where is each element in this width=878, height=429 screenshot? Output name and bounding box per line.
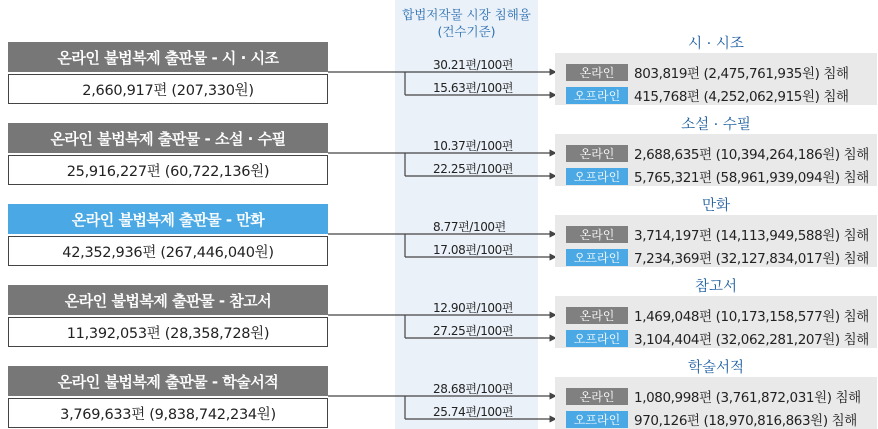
rate-online: 8.77편/100편 [433,220,506,234]
tag-online: 온라인 [566,226,628,243]
rate-offline: 15.63편/100편 [433,81,514,95]
tag-offline: 오프라인 [566,330,628,347]
detail-row-offline [566,329,869,347]
detail-row-offline [566,248,869,266]
category-total: 3,769,633편 (9,838,742,234원) [8,398,328,428]
tag-online: 온라인 [566,388,628,405]
rate-offline: 25.74편/100편 [433,405,514,419]
rate-header-subtitle: (건수기준) [437,24,496,39]
category-header: 온라인 불법복제 출판물 - 만화 [8,204,328,234]
detail-online: 1,469,048편 (10,173,158,577원) 침해 [634,309,869,325]
detail-row-online [566,387,861,405]
tag-offline: 오프라인 [566,249,628,266]
detail-offline: 970,126편 (18,970,816,863원) 침해 [634,413,857,429]
rate-online: 12.90편/100편 [433,301,514,315]
tag-online: 온라인 [566,145,628,162]
detail-offline: 7,234,369편 (32,127,834,017원) 침해 [634,251,869,267]
category-total: 11,392,053편 (28,358,728원) [8,317,328,347]
tag-online: 온라인 [566,64,628,81]
rate-offline: 22.25편/100편 [433,162,514,176]
rate-offline: 17.08편/100편 [433,243,514,257]
detail-row-offline [566,167,869,185]
detail-online: 803,819편 (2,475,761,935원) 침해 [634,66,849,82]
category-header: 온라인 불법복제 출판물 - 시 · 시조 [8,42,328,72]
detail-row-online [566,144,869,162]
detail-online: 2,688,635편 (10,394,264,186원) 침해 [634,147,869,163]
panel-title: 학술서적 [687,360,745,376]
detail-row-online [566,225,869,243]
category-header: 온라인 불법복제 출판물 - 소설 · 수필 [8,123,328,153]
rate-header-title: 합법저작물 시장 침해율 [402,7,531,22]
category-header: 온라인 불법복제 출판물 - 학술서적 [8,366,328,396]
category-total: 2,660,917편 (207,330원) [8,74,328,104]
detail-offline: 415,768편 (4,252,062,915원) 침해 [634,89,849,105]
rate-online: 30.21편/100편 [433,58,514,72]
detail-row-online [566,306,869,324]
tag-offline: 오프라인 [566,87,628,104]
tag-offline: 오프라인 [566,411,628,428]
detail-row-offline [566,410,857,428]
category-total: 42,352,936편 (267,446,040원) [8,236,328,266]
tag-online: 온라인 [566,307,628,324]
detail-row-offline [566,86,849,104]
detail-row-online [566,63,849,81]
detail-online: 3,714,197편 (14,113,949,588원) 침해 [634,228,869,244]
panel-title: 소설 · 수필 [681,117,751,133]
panel-title: 만화 [701,198,730,214]
panel-title: 시 · 시조 [688,36,744,52]
rate-online: 10.37편/100편 [433,139,514,153]
rate-offline: 27.25편/100편 [433,324,514,338]
detail-offline: 3,104,404편 (32,062,281,207원) 침해 [634,332,869,348]
detail-online: 1,080,998편 (3,761,872,031원) 침해 [634,390,861,406]
panel-title: 참고서 [694,279,738,295]
category-total: 25,916,227편 (60,722,136원) [8,155,328,185]
category-header: 온라인 불법복제 출판물 - 참고서 [8,285,328,315]
detail-offline: 5,765,321편 (58,961,939,094원) 침해 [634,170,869,186]
rate-online: 28.68편/100편 [433,382,514,396]
tag-offline: 오프라인 [566,168,628,185]
